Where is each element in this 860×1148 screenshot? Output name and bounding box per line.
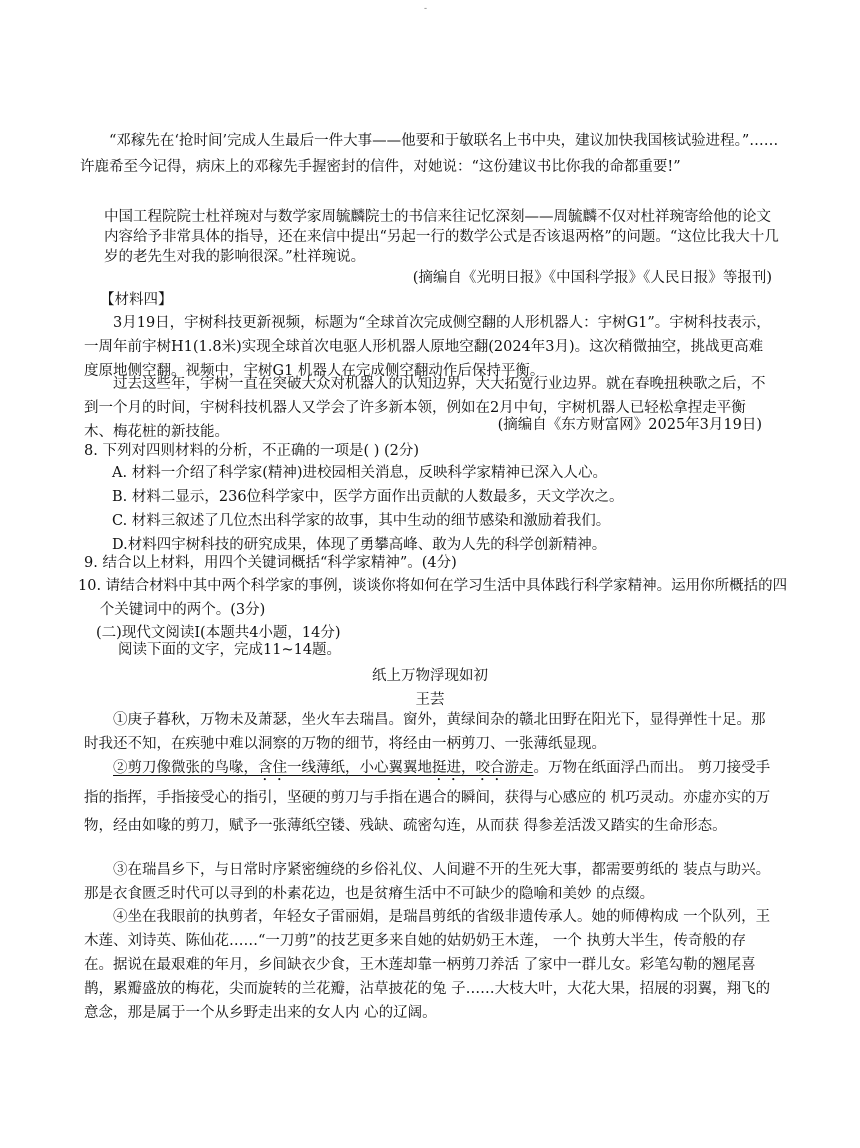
article-paragraph-3: ③在瑞昌乡下，与日常时序紧密缠绕的乡俗礼仪、人间避不开的生死大事，都需要剪纸的 装点与助兴。那是衣食匮乏时代可以寻到的朴素花边，也是贫瘠生活中不可缺少的隐喻和美妙 的点缀。 [84, 862, 771, 902]
article-paragraph-2: ②剪刀像微张的鸟喙，含住一线薄纸，小心翼翼地挺进，咬合游走。万物在纸面浮凸而出。 剪刀接受手指的指挥，手指接受心的指引，坚硬的剪刀与手指在遇合的瞬间，获得与心感应的 机巧灵动。亦虚亦实的万物，经由如喙的剪刀，赋予一张薄纸空镂、残缺、疏密勾连，从而获 得参差活泼又踏实的生命形态。 [84, 760, 771, 834]
underlined-sentence: ②剪刀像微张的鸟喙，含住一线薄纸，小心翼翼地挺进，咬合游走 [113, 760, 534, 776]
option-a: A. 材料一介绍了科学家(精神)进校园相关消息，反映科学家精神已深入人心。 [112, 465, 608, 481]
material-4-paragraph-2: 过去这些年，宇树一直在突破大众对机器人的认知边界，大大拓宽行业边界。就在春晚扭秧歌之后，不到一个月的时间，宇树科技机器人又学会了许多新本领，例如在2月中旬，宇树机器人已轻松拿捏走平衡木、梅花桩的新技能。 [84, 376, 766, 440]
article-paragraph-4: ④坐在我眼前的执剪者，年轻女子雷丽娟，是瑞昌剪纸的省级非遗传承人。她的师傅构成 一个队列，王木莲、刘诗英、陈仙花……“一刀剪”的技艺更多来自她的姑奶奶王木莲， 一个 执剪大半生，传奇般的存在。据说在最艰难的年月，乡间缺衣少食，王木莲却靠一柄剪刀养活 了家中一群儿女。彩笔勾勒的翘尾喜鹊，累瓣盛放的梅花，尖而旋转的兰花瓣，沾草披花的兔 子……大枝大叶，大花大果，招展的羽翼，翔飞的意念，那是属于一个从乡野走出来的女人内 心的辽阔。 [84, 909, 771, 1021]
source-note-material-3: (摘编自《光明日报》《中国科学报》《人民日报》等报刊) [412, 270, 772, 286]
option-c: C. 材料三叙述了几位杰出科学家的故事，其中生动的细节感染和激励着我们。 [112, 513, 611, 529]
question-9: 9. 结合以上材料，用四个关键词概括“科学家精神”。(4分) [84, 555, 457, 571]
reading-instruction: 阅读下面的文字，完成11~14题。 [118, 642, 342, 658]
question-8-options [112, 461, 772, 557]
option-b: B. 材料二显示，236位科学家中，医学方面作出贡献的人数最多，天文学次之。 [112, 489, 624, 505]
material-4-paragraph-1: 3月19日，宇树科技更新视频，标题为“全球首次完成侧空翻的人形机器人：宇树G1”。宇树科技表示，一周年前宇树H1(1.8米)实现全球首次电驱人形机器人原地空翻(2024年3月)。这次稍微抽空，挑战更高难度原地侧空翻。视频中，宇树G1 机器人在完成侧空翻动作后保持平衡。 [84, 315, 771, 379]
paragraph-deng-jiaxian: “邓稼先在‘抢时间’完成人生最后一件大事——他要和于敏联名上书中央，建议加快我国核试验进程。”……许鹿希至今记得，病床上的邓稼先手握密封的信件，对她说：“这份建议书比你我的命都重要!” [80, 133, 779, 175]
dotted-word-hanzhu: 含住 [258, 760, 287, 776]
section-2-heading: (二)现代文阅读Ⅰ(本题共4小题，14分) [96, 625, 341, 641]
header-mark: - [424, 4, 428, 14]
dotted-word-tingjin: 挺进 [432, 760, 461, 776]
source-note-material-4: (摘编自《东方财富网》2025年3月19日) [497, 417, 762, 433]
question-10: 10. 请结合材料中其中两个科学家的事例，谈谈你将如何在学习生活中具体践行科学家精神。运用你所概括的四个关键词中的两个。(3分) [78, 578, 788, 618]
article-author: 王芸 [415, 692, 445, 708]
article-paragraph-1: ①庚子暮秋，万物未及萧瑟，坐火车去瑞昌。窗外，黄绿间杂的赣北田野在阳光下，显得弹性十足。那时我还不知，在疾驰中难以洞察的万物的细节，将经由一柄剪刀、一张薄纸显现。 [84, 712, 766, 752]
material-4-heading: 【材料四】 [100, 292, 173, 308]
article-title: 纸上万物浮现如初 [372, 668, 488, 684]
paragraph-du-xiangwan: 中国工程院院士杜祥琬对与数学家周毓麟院士的书信来往记忆深刻——周毓麟不仅对杜祥琬寄给他的论文内容给予非常具体的指导，还在来信中提出“另起一行的数学公式是否该退两格”的问题。“这位比我大十几岁的老先生对我的影响很深。”杜祥琬说。 [104, 209, 779, 265]
dotted-word-yaohe: 咬合 [475, 760, 505, 776]
question-8: 8. 下列对四则材料的分析，不正确的一项是( ) (2分) [84, 443, 420, 459]
option-d: D.材料四宇树科技的研究成果，体现了勇攀高峰、敢为人先的科学创新精神。 [112, 537, 607, 553]
